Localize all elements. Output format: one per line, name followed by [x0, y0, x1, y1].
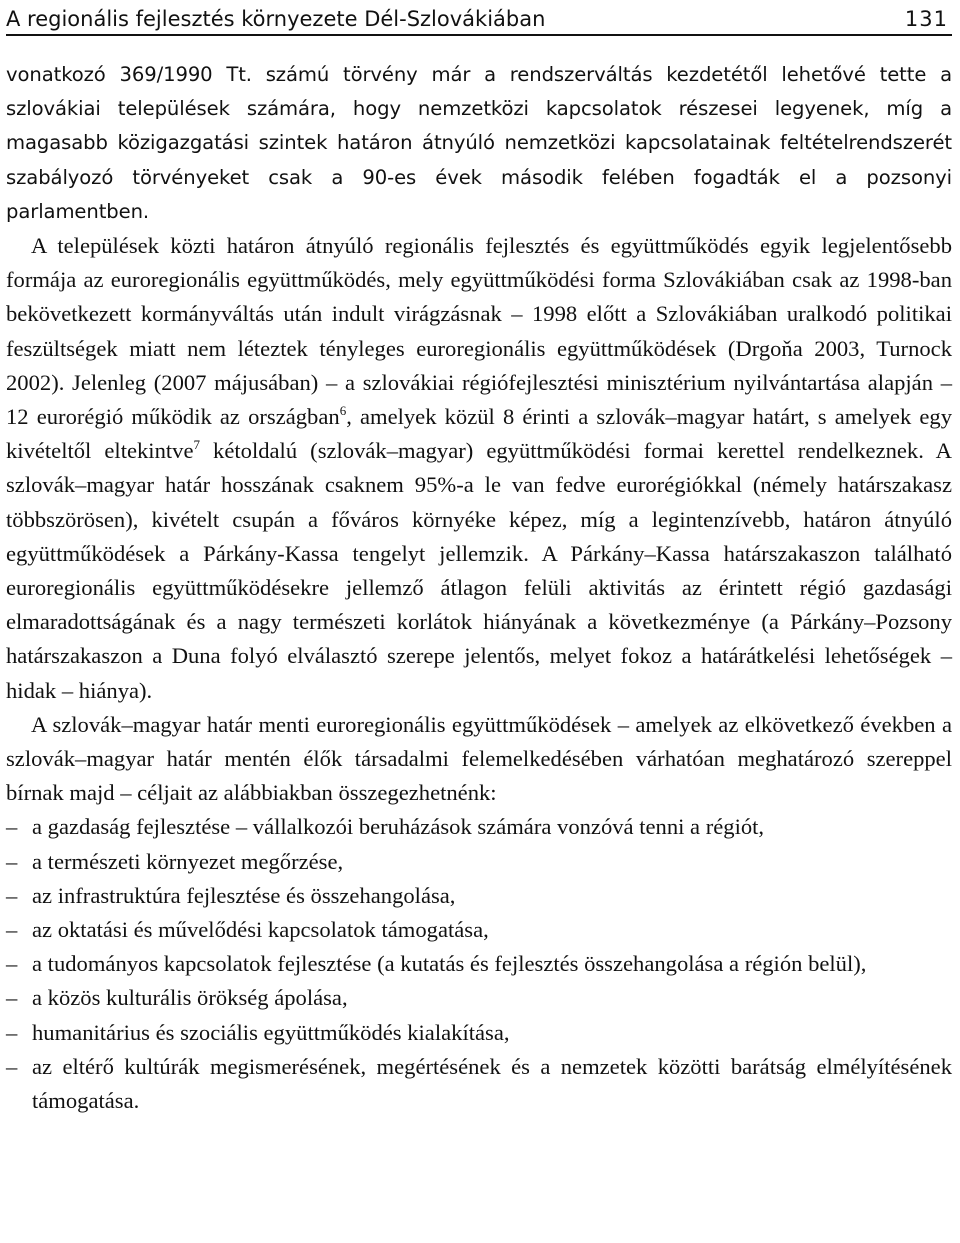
- dash-bullet: –: [6, 917, 18, 943]
- dash-bullet: –: [6, 814, 18, 840]
- running-header: [6, 0, 952, 36]
- list-item-text: a tudományos kapcsolatok fejlesztése (a kutatás és fejlesztés összehangolása a régión belül),: [32, 951, 867, 977]
- list-item-text: humanitárius és szociális együttműködés kialakítása,: [32, 1019, 510, 1045]
- list-item: [6, 913, 952, 947]
- list-item: [6, 879, 952, 913]
- paragraph-text: , amelyek közül 8 érinti a szlovák–magyar határt, s amelyek egy kivételtől eltekintve: [6, 404, 952, 464]
- dash-bullet: –: [6, 1053, 18, 1079]
- paragraph-text: kétoldalú (szlovák–magyar) együttműködési formai kerettel rendelkeznek. A szlovák–magyar határ hosszának csaknem 95%-a le van fedve eurorégiókkal (némely határszakasz többszörösen), kivételt csupán a főváros környéke képez, míg a legintenzívebb, határon átnyúló együttműködések a Párkány-Kassa tengelyt jellemzik. A Párkány–Kassa határszakaszon található euroregionális együttműködésekre jellemző átlagon felüli aktivitás az érintett régió gazdasági elmaradottságának és a nagy természeti korlátok hiányának a következménye (a Párkány–Pozsony határszakaszon a Duna folyó elválasztó szerepe jelentős, melyet fokoz a határátkelési lehetőségek – hidak – hiánya).: [6, 438, 952, 703]
- list-item: [6, 947, 952, 981]
- list-item-text: a természeti környezet megőrzése,: [32, 848, 344, 874]
- running-title: A regionális fejlesztés környezete Dél-Szlovákiában: [6, 7, 546, 31]
- list-item: [6, 810, 952, 844]
- list-item-text: az eltérő kultúrák megismerésének, megértésének és a nemzetek közötti barátság elmélyítésének támogatása.: [32, 1053, 952, 1114]
- dash-bullet: –: [6, 985, 18, 1011]
- list-item-text: az oktatási és művelődési kapcsolatok támogatása,: [32, 917, 489, 943]
- dash-bullet: –: [6, 951, 18, 977]
- dash-bullet: –: [6, 882, 18, 908]
- paragraph-continuation: vonatkozó 369/1990 Tt. számú törvény már a rendszerváltás kezdetétől lehetővé tette a szlovákiai települések számára, hogy nemzetközi kapcsolatok részesei legyenek, míg a magasabb közigazgatási szintek határon átnyúló nemzetközi kapcsolatainak feltételrendszerét szabályozó törvényeket csak a 90-es évek második felében fogadták el a pozsonyi parlamentben.: [6, 63, 952, 223]
- list-item-text: a gazdaság fejlesztése – vállalkozói beruházások számára vonzóvá tenni a régiót,: [32, 814, 765, 840]
- dash-bullet: –: [6, 848, 18, 874]
- dash-bullet: –: [6, 1019, 18, 1045]
- list-item: [6, 1016, 952, 1050]
- goals-list: [6, 810, 952, 1118]
- page-number: 131: [904, 7, 948, 31]
- paragraph-text: A települések közti határon átnyúló regionális fejlesztés és együttműködés egyik legjelentősebb formája az euroregionális együttműködés, mely együttműködési forma Szlovákiában csak az 1998-ban bekövetkezett kormányváltás után indult virágzásnak – 1998 előtt a Szlovákiában uralkodó politikai feszültségek miatt nem léteztek tényleges euroregionális együttműködések (Drgoňa 2003, Turnock 2002). Jelenleg (2007 májusában) – a szlovákiai régiófejlesztési minisztérium nyilvántartása alapján – 12 eurorégió működik az országban: [6, 233, 952, 430]
- footnote-ref-7[interactable]: 7: [193, 437, 200, 453]
- list-item-text: a közös kulturális örökség ápolása,: [32, 985, 348, 1011]
- paragraph-euroregions: [6, 229, 952, 708]
- list-item: [6, 981, 952, 1015]
- list-item-text: az infrastruktúra fejlesztése és összehangolása,: [32, 882, 456, 908]
- paragraph-goals-intro: A szlovák–magyar határ menti euroregionális együttműködések – amelyek az elkövetkező években a szlovák–magyar határ mentén élők társadalmi felemelkedésében várhatóan meghatározó szereppel bírnak majd – céljait az alábbiakban összegezhetnénk:: [6, 711, 952, 806]
- list-item: [6, 1050, 952, 1118]
- body-text: [6, 58, 952, 1118]
- list-item: [6, 845, 952, 879]
- footnote-ref-6[interactable]: 6: [339, 403, 347, 419]
